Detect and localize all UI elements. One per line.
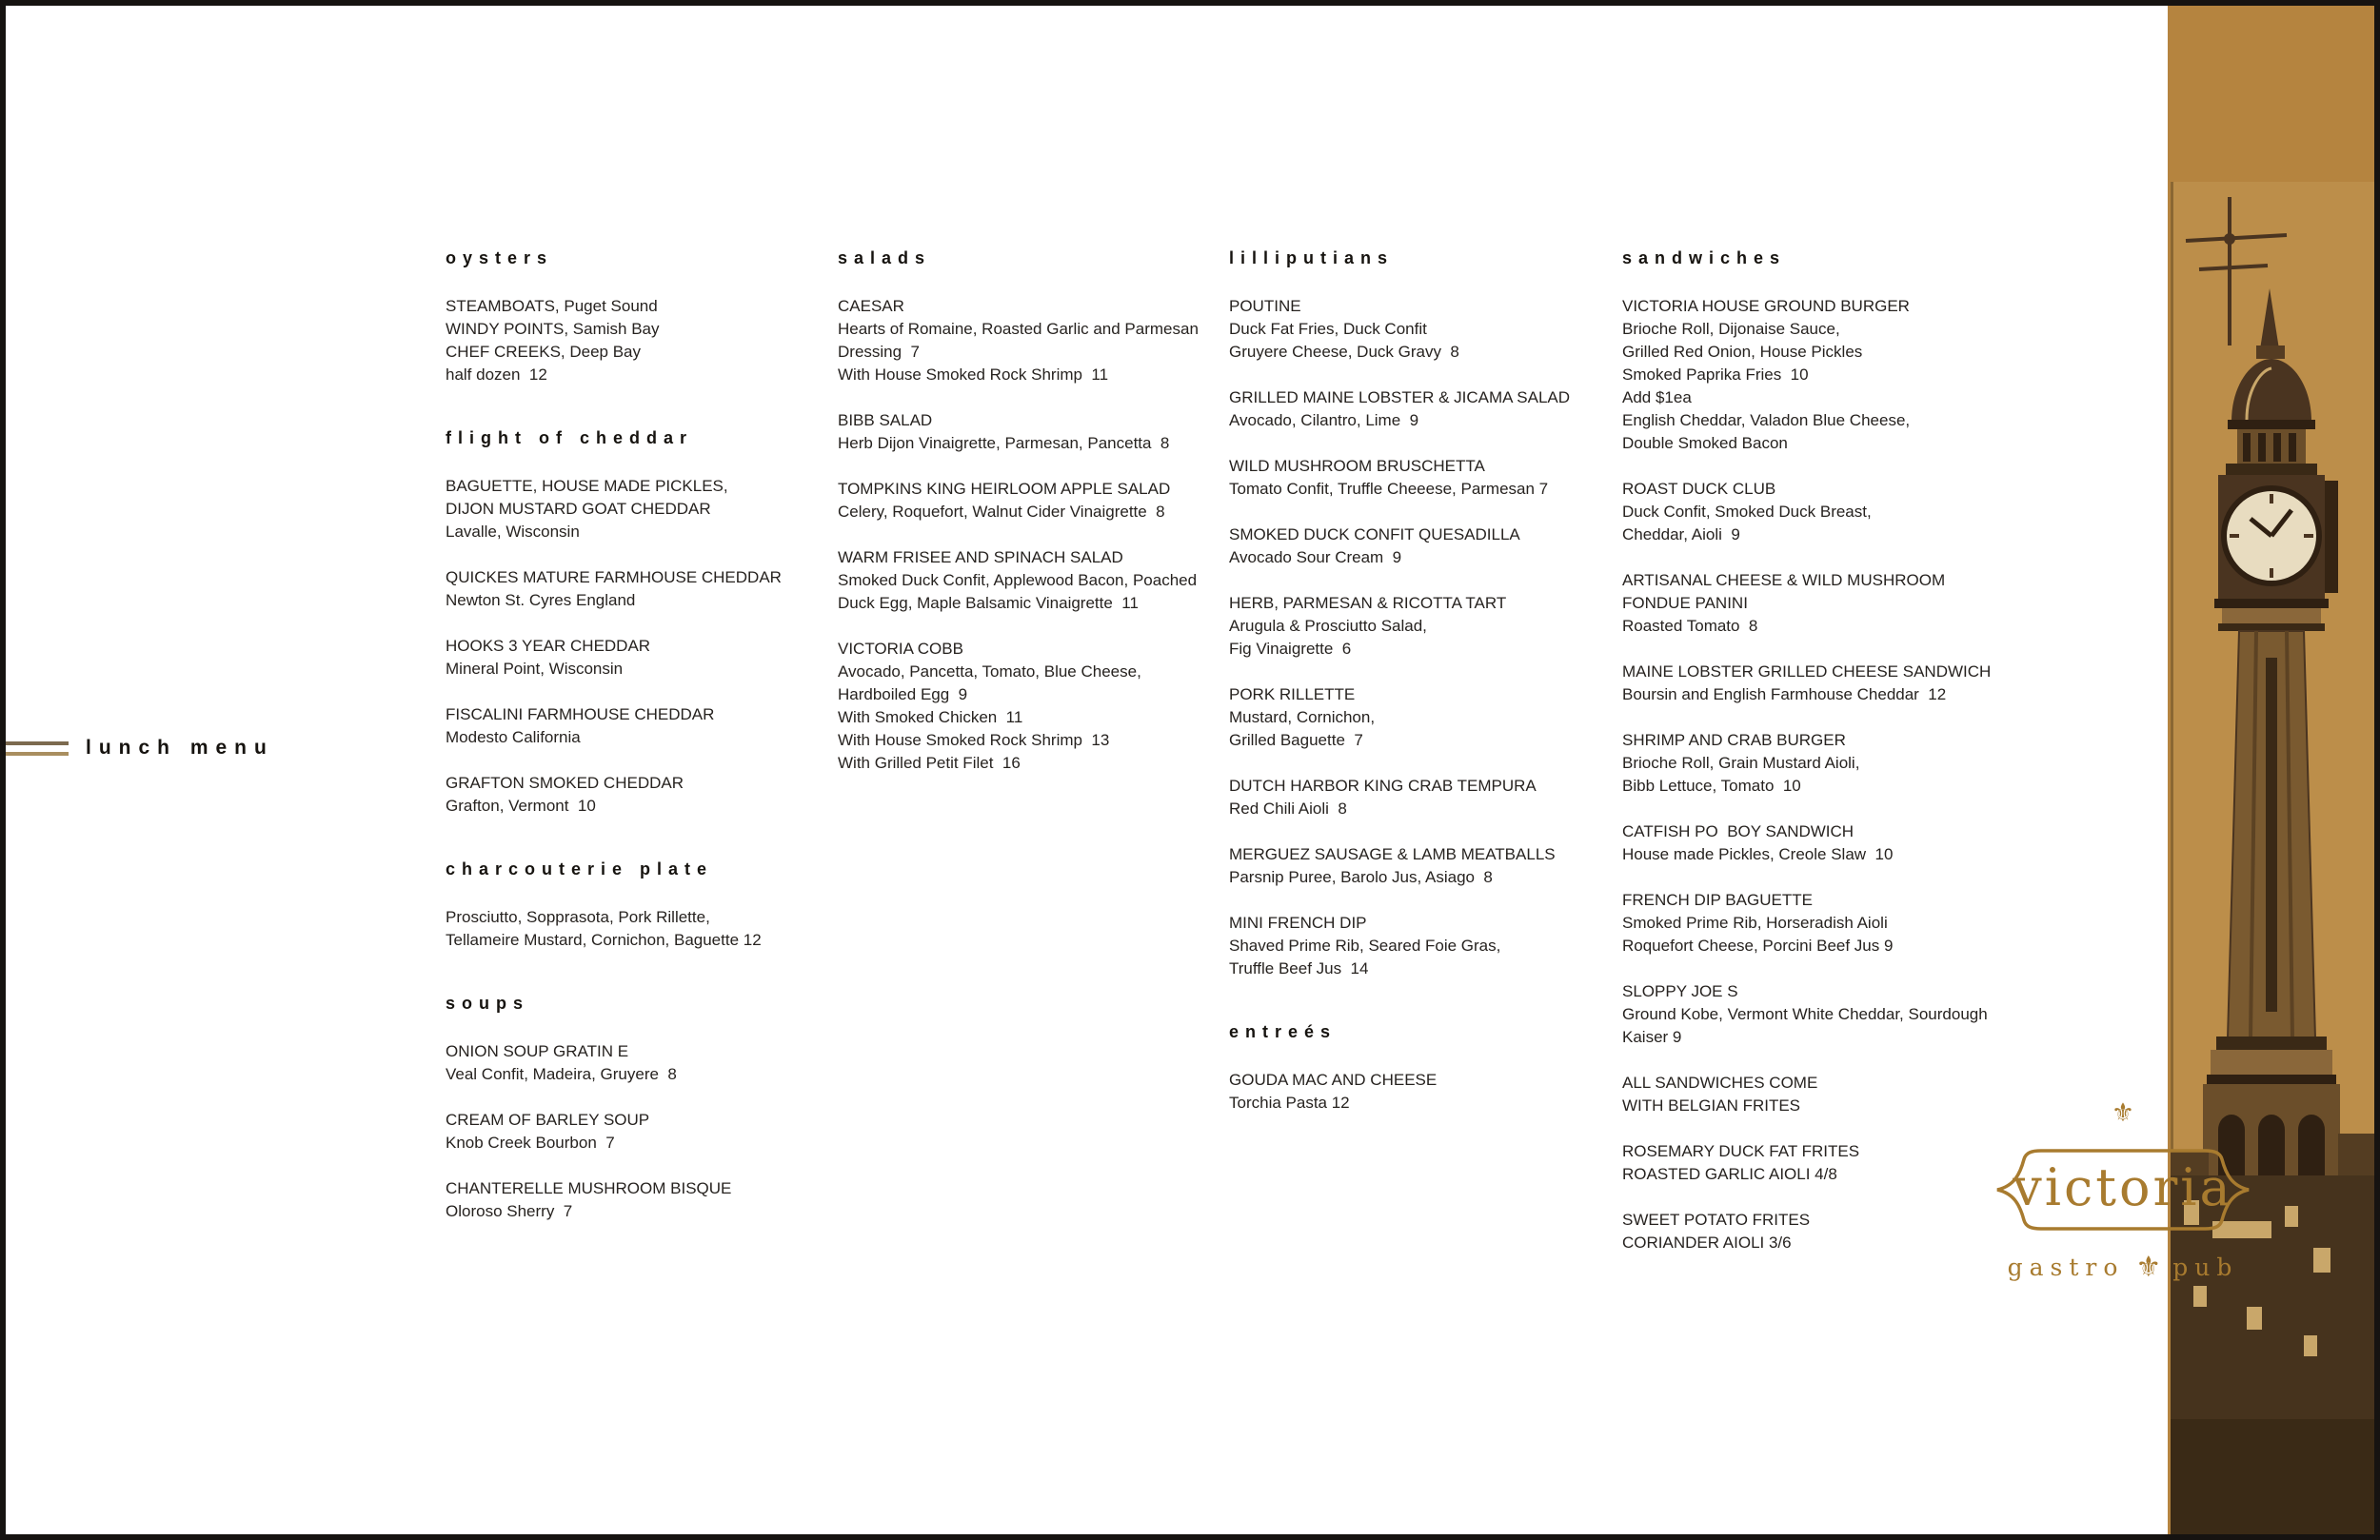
tagline-gastro: gastro	[2007, 1254, 2125, 1281]
menu-item	[838, 638, 1233, 775]
menu-line: SWEET POTATO FRITES	[1622, 1211, 1811, 1229]
label-rules	[6, 741, 69, 756]
menu-line: SHRIMP AND CRAB BURGER	[1622, 731, 1846, 749]
menu-line: CORIANDER AIOLI 3/6	[1622, 1234, 1792, 1252]
menu-line: Oloroso Sherry 7	[446, 1202, 573, 1220]
section-header: soups	[446, 994, 530, 1013]
menu-item	[838, 409, 1233, 455]
menu-line: VICTORIA COBB	[838, 640, 963, 658]
menu-line: Duck Confit, Smoked Duck Breast,	[1622, 503, 1872, 521]
menu-line: Roquefort Cheese, Porcini Beef Jus 9	[1622, 937, 1894, 955]
menu-line: ARTISANAL CHEESE & WILD MUSHROOM	[1622, 571, 1946, 589]
menu-line: Duck Fat Fries, Duck Confit	[1229, 320, 1427, 338]
menu-line: Cheddar, Aioli 9	[1622, 525, 1740, 543]
lunch-menu-text: lunch menu	[86, 737, 274, 759]
menu-line: CHEF CREEKS, Deep Bay	[446, 343, 642, 361]
menu-line: Arugula & Prosciutto Salad,	[1229, 617, 1427, 635]
menu-line: MERGUEZ SAUSAGE & LAMB MEATBALLS	[1229, 845, 1556, 863]
menu-line: CHANTERELLE MUSHROOM BISQUE	[446, 1179, 732, 1197]
tagline-pub: pub	[2172, 1254, 2239, 1281]
menu-section-salads	[838, 248, 1233, 775]
menu-line: Herb Dijon Vinaigrette, Parmesan, Pancetta 8	[838, 434, 1170, 452]
menu-item	[1622, 661, 2170, 706]
menu-item	[1622, 889, 2170, 958]
menu-line: Brioche Roll, Grain Mustard Aioli,	[1622, 754, 1860, 772]
menu-line: QUICKES MATURE FARMHOUSE CHEDDAR	[446, 568, 782, 586]
section-header: salads	[838, 248, 932, 267]
menu-line: Smoked Duck Confit, Applewood Bacon, Poached	[838, 571, 1198, 589]
menu-line: ALL SANDWICHES COME	[1622, 1074, 1818, 1092]
menu-line: Avocado, Cilantro, Lime 9	[1229, 411, 1419, 429]
menu-line: English Cheddar, Valadon Blue Cheese,	[1622, 411, 1911, 429]
menu-line: Lavalle, Wisconsin	[446, 523, 580, 541]
menu-item	[446, 703, 831, 749]
menu-line: Kaiser 9	[1622, 1028, 1682, 1046]
menu-line: With House Smoked Rock Shrimp 13	[838, 731, 1110, 749]
menu-item	[446, 566, 831, 612]
menu-item	[1229, 295, 1619, 364]
menu-line: Hearts of Romaine, Roasted Garlic and Parmesan	[838, 320, 1199, 338]
menu-line: CAESAR	[838, 297, 904, 315]
menu-line: Truffle Beef Jus 14	[1229, 959, 1369, 977]
menu-line: Grilled Red Onion, House Pickles	[1622, 343, 1863, 361]
menu-line: Tomato Confit, Truffle Cheeese, Parmesan 7	[1229, 480, 1549, 498]
brand-logo	[1989, 1098, 2257, 1284]
menu-column-2	[838, 248, 1233, 817]
menu-item	[838, 546, 1233, 615]
brand-name: victoria	[2013, 1157, 2233, 1217]
menu-item	[1229, 1069, 1619, 1115]
menu-item	[1622, 569, 2170, 638]
fleur-de-lis-icon: ⚜	[2111, 1098, 2135, 1127]
menu-line: SMOKED DUCK CONFIT QUESADILLA	[1229, 525, 1520, 543]
section-header: lilliputians	[1229, 248, 1395, 267]
menu-line: HOOKS 3 YEAR CHEDDAR	[446, 637, 651, 655]
menu-line: SLOPPY JOE S	[1622, 982, 1738, 1000]
menu-item	[446, 1109, 831, 1155]
menu-line: Knob Creek Bourbon 7	[446, 1134, 615, 1152]
menu-item	[1229, 455, 1619, 501]
clock-tower-photo-icon	[2171, 182, 2374, 1534]
menu-item	[1622, 295, 2170, 455]
menu-line: Ground Kobe, Vermont White Cheddar, Sourdough	[1622, 1005, 1988, 1023]
menu-item	[1622, 820, 2170, 866]
menu-line: House made Pickles, Creole Slaw 10	[1622, 845, 1894, 863]
menu-item	[446, 1177, 831, 1223]
menu-line: Boursin and English Farmhouse Cheddar 12	[1622, 685, 1947, 703]
menu-item	[1229, 592, 1619, 661]
menu-line: Mustard, Cornichon,	[1229, 708, 1376, 726]
menu-line: Brioche Roll, Dijonaise Sauce,	[1622, 320, 1840, 338]
section-header: entreés	[1229, 1022, 1338, 1041]
menu-line: Avocado, Pancetta, Tomato, Blue Cheese,	[838, 662, 1141, 681]
menu-line: FISCALINI FARMHOUSE CHEDDAR	[446, 705, 715, 723]
menu-line: FRENCH DIP BAGUETTE	[1622, 891, 1813, 909]
menu-line: ONION SOUP GRATIN E	[446, 1042, 629, 1060]
menu-line: Add $1ea	[1622, 388, 1692, 406]
menu-line: GRAFTON SMOKED CHEDDAR	[446, 774, 684, 792]
fleur-de-lis-icon: ⚜	[2135, 1251, 2162, 1284]
menu-line: Smoked Prime Rib, Horseradish Aioli	[1622, 914, 1888, 932]
menu-item	[838, 295, 1233, 386]
menu-column-1	[446, 248, 831, 1265]
menu-line: ROSEMARY DUCK FAT FRITES	[1622, 1142, 1860, 1160]
lunch-menu-label	[6, 737, 274, 760]
section-header: sandwiches	[1622, 248, 1787, 267]
menu-item	[1622, 478, 2170, 546]
menu-line: Duck Egg, Maple Balsamic Vinaigrette 11	[838, 594, 1139, 612]
menu-item	[1229, 775, 1619, 820]
menu-section-oysters	[446, 248, 831, 386]
menu-section-soups	[446, 994, 831, 1223]
menu-line: Gruyere Cheese, Duck Gravy 8	[1229, 343, 1459, 361]
menu-item	[1229, 683, 1619, 752]
menu-line: POUTINE	[1229, 297, 1301, 315]
menu-line: Bibb Lettuce, Tomato 10	[1622, 777, 1801, 795]
menu-line: Grafton, Vermont 10	[446, 797, 596, 815]
menu-line: HERB, PARMESAN & RICOTTA TART	[1229, 594, 1507, 612]
menu-item	[446, 475, 831, 543]
menu-item	[446, 635, 831, 681]
brand-tagline	[1989, 1251, 2257, 1284]
menu-line: DIJON MUSTARD GOAT CHEDDAR	[446, 500, 711, 518]
menu-line: FONDUE PANINI	[1622, 594, 1748, 612]
menu-line: TOMPKINS KING HEIRLOOM APPLE SALAD	[838, 480, 1171, 498]
menu-line: Dressing 7	[838, 343, 920, 361]
menu-line: With Smoked Chicken 11	[838, 708, 1023, 726]
menu-line: Newton St. Cyres England	[446, 591, 636, 609]
menu-line: Celery, Roquefort, Walnut Cider Vinaigrette 8	[838, 503, 1165, 521]
menu-line: ROAST DUCK CLUB	[1622, 480, 1776, 498]
menu-line: Torchia Pasta 12	[1229, 1094, 1350, 1112]
menu-section-flight-of-cheddar	[446, 428, 831, 818]
menu-line: half dozen 12	[446, 365, 547, 384]
menu-column-3	[1229, 248, 1619, 1156]
menu-section-charcouterie-plate	[446, 859, 831, 952]
menu-line: Prosciutto, Sopprasota, Pork Rillette,	[446, 908, 710, 926]
logo-plaque	[1993, 1140, 2252, 1239]
menu-line: Fig Vinaigrette 6	[1229, 640, 1352, 658]
menu-line: WINDY POINTS, Samish Bay	[446, 320, 660, 338]
menu-section-entre-s	[1229, 1022, 1619, 1115]
menu-line: Tellameire Mustard, Cornichon, Baguette 12	[446, 931, 762, 949]
menu-line: STEAMBOATS, Puget Sound	[446, 297, 658, 315]
side-band	[2168, 6, 2374, 1534]
menu-line: MAINE LOBSTER GRILLED CHEESE SANDWICH	[1622, 662, 1992, 681]
menu-line: Shaved Prime Rib, Seared Foie Gras,	[1229, 937, 1501, 955]
menu-line: Veal Confit, Madeira, Gruyere 8	[446, 1065, 677, 1083]
menu-item	[1622, 729, 2170, 798]
menu-line: Parsnip Puree, Barolo Jus, Asiago 8	[1229, 868, 1493, 886]
menu-line: Modesto California	[446, 728, 581, 746]
menu-item	[838, 478, 1233, 523]
menu-line: WITH BELGIAN FRITES	[1622, 1096, 1801, 1115]
menu-item	[1622, 980, 2170, 1049]
section-header: charcouterie plate	[446, 859, 714, 879]
menu-line: Red Chili Aioli 8	[1229, 800, 1347, 818]
menu-line: Hardboiled Egg 9	[838, 685, 968, 703]
menu-line: Double Smoked Bacon	[1622, 434, 1788, 452]
menu-item	[1229, 912, 1619, 980]
menu-line: Mineral Point, Wisconsin	[446, 660, 624, 678]
menu-item	[446, 1040, 831, 1086]
menu-line: GRILLED MAINE LOBSTER & JICAMA SALAD	[1229, 388, 1571, 406]
menu-line: Avocado Sour Cream 9	[1229, 548, 1402, 566]
menu-line: ROASTED GARLIC AIOLI 4/8	[1622, 1165, 1837, 1183]
menu-line: Grilled Baguette 7	[1229, 731, 1363, 749]
menu-line: CATFISH PO BOY SANDWICH	[1622, 822, 1854, 840]
menu-item	[1229, 523, 1619, 569]
menu-item	[1229, 386, 1619, 432]
menu-item	[446, 772, 831, 818]
menu-item	[446, 295, 831, 386]
menu-line: BAGUETTE, HOUSE MADE PICKLES,	[446, 477, 728, 495]
menu-item	[446, 906, 831, 952]
menu-line: GOUDA MAC AND CHEESE	[1229, 1071, 1438, 1089]
section-header: oysters	[446, 248, 554, 267]
menu-line: Roasted Tomato 8	[1622, 617, 1758, 635]
menu-line: With Grilled Petit Filet 16	[838, 754, 1021, 772]
menu-section-lilliputians	[1229, 248, 1619, 980]
menu-line: CREAM OF BARLEY SOUP	[446, 1111, 650, 1129]
menu-line: VICTORIA HOUSE GROUND BURGER	[1622, 297, 1910, 315]
section-header: flight of cheddar	[446, 428, 693, 447]
menu-line: PORK RILLETTE	[1229, 685, 1356, 703]
menu-item	[1229, 843, 1619, 889]
menu-line: With House Smoked Rock Shrimp 11	[838, 365, 1109, 384]
menu-line: BIBB SALAD	[838, 411, 933, 429]
menu-line: MINI FRENCH DIP	[1229, 914, 1367, 932]
menu-line: WARM FRISEE AND SPINACH SALAD	[838, 548, 1123, 566]
menu-line: Smoked Paprika Fries 10	[1622, 365, 1809, 384]
menu-line: WILD MUSHROOM BRUSCHETTA	[1229, 457, 1485, 475]
menu-line: DUTCH HARBOR KING CRAB TEMPURA	[1229, 777, 1537, 795]
